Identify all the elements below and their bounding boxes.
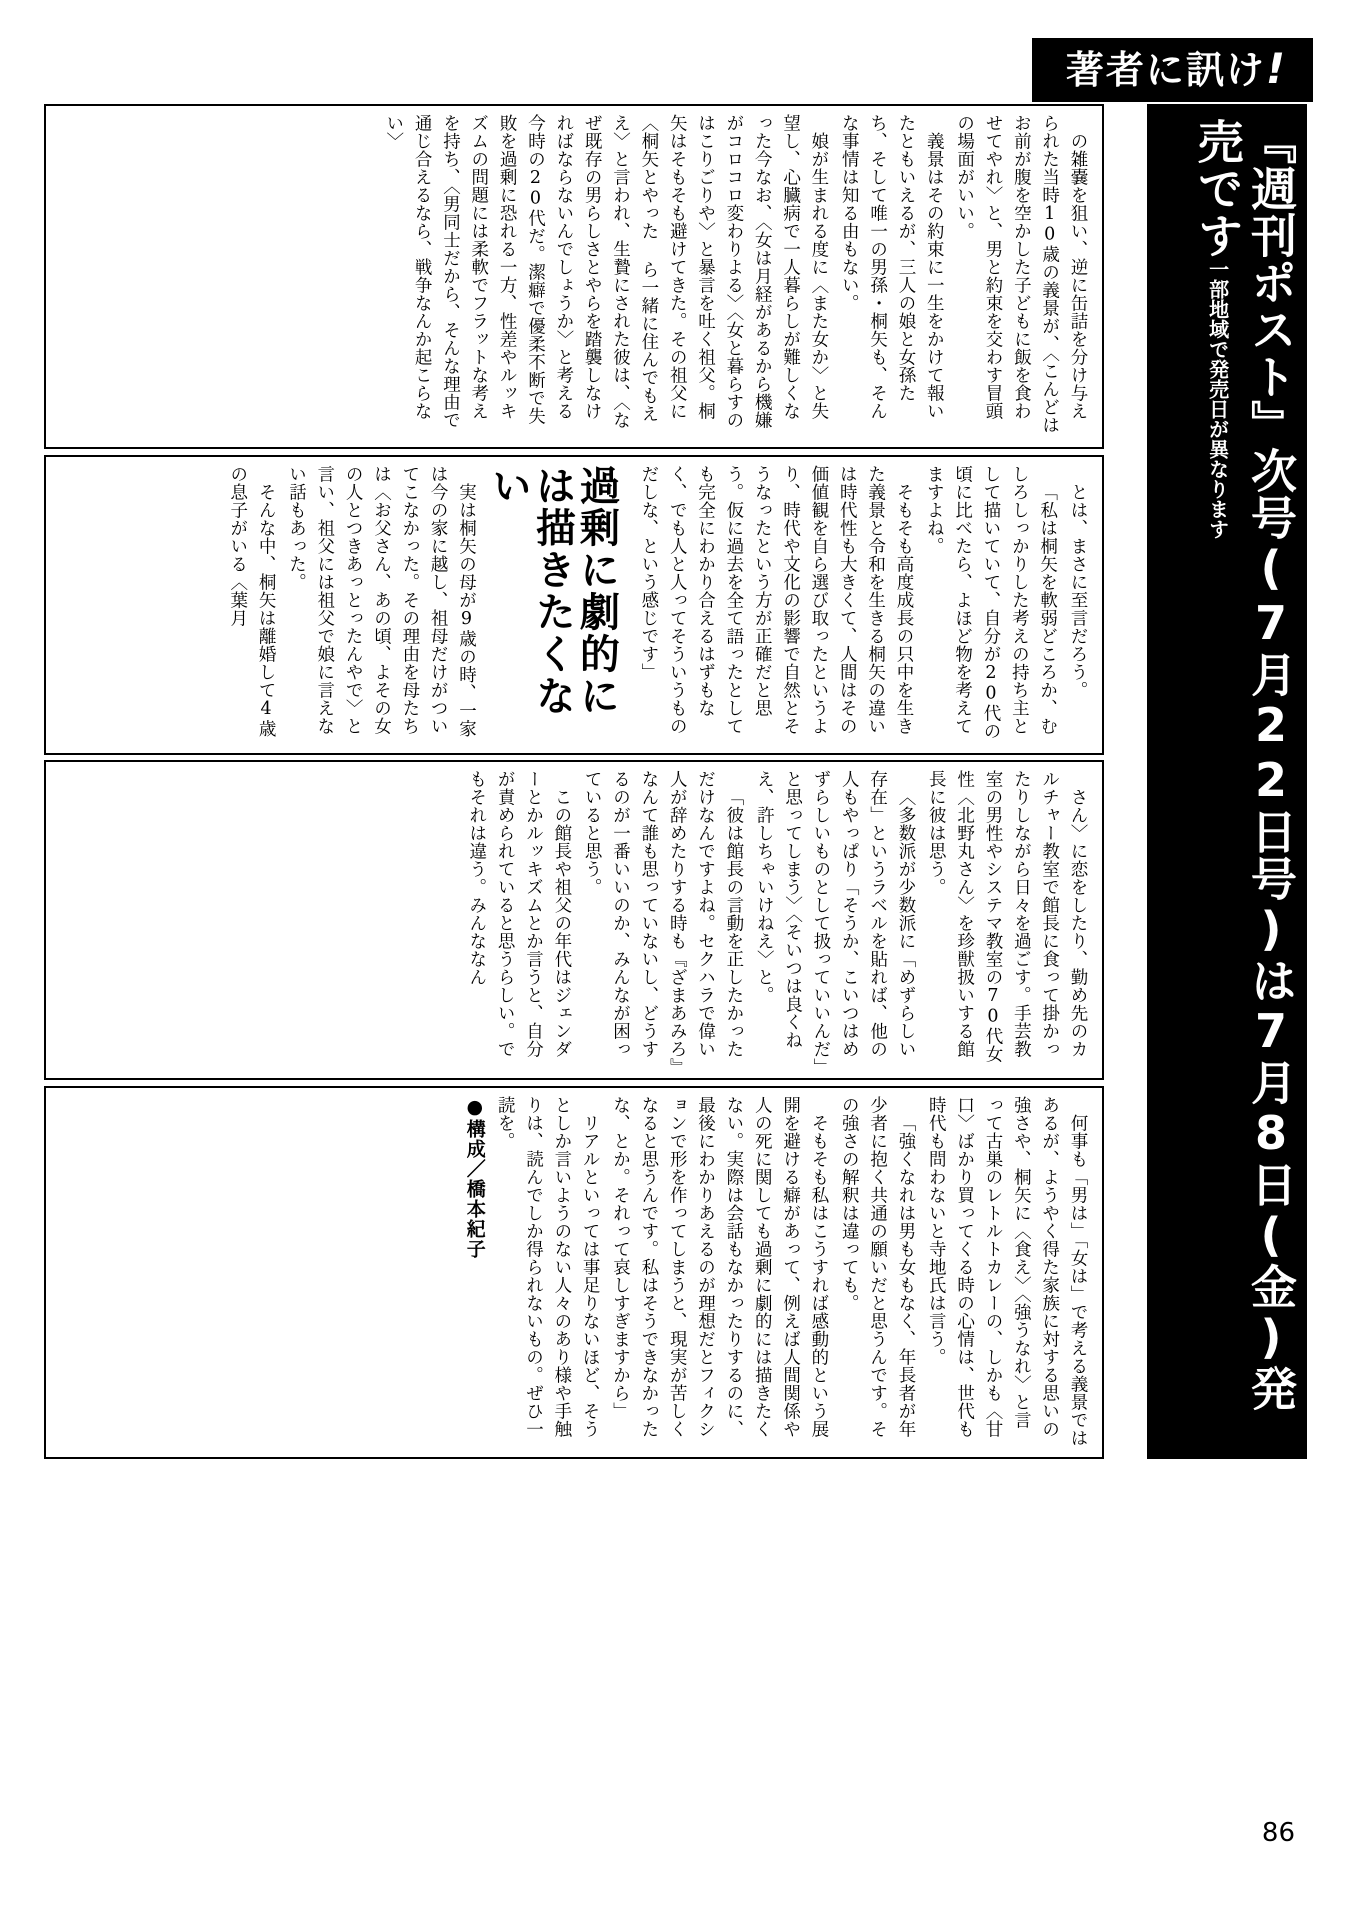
- article-paragraph: 義景はその約束に一生をかけて報いたともいえるが、三人の娘と女孫たち、そして唯一の男孫・桐矢も、そんな事情は知る由もない。: [839, 114, 945, 420]
- section-banner: [1032, 38, 1313, 102]
- article-paragraph: 「私は桐矢を軟弱どころか、むしろしっかりした考えの持ち主として描いていて、自分が20代の頃に比べたら、よほど物を考えてますよね。: [924, 465, 1058, 740]
- article-paragraph: 〈多数派が少数派に「めずらしい存在」というラベルを貼れば、他の人もやっぱり「そうか、こいつはめずらしいものとして扱っていいんだ」と思ってしまう〉〈そいつは良くねえ、許しちゃいけねえ〉と。: [754, 770, 916, 1068]
- article-paragraph: 娘が生まれる度に〈また女か〉と失望し、心臓病で一人暮らしが難しくなった今なお、〈女は月経があるから機嫌がコロコロ変わりよる〉〈女と暮らすのはこりごりや〉と暴言を吐く祖父。桐矢はそもそも避けてきた。その祖父に〈桐矢とやった ら一緒に住んでもええ〉と言われ、生贄にされた彼は、〈なぜ既存の男らしさとやらを踏襲しなければならないんでしょうか〉と考える今時の20代だ。潔癖で優柔不断で失敗を過剰に恐れる一方、性差やルッキズムの問題には柔軟でフラットな考えを持ち、〈男同士だから、そんな理由で通じ合えるなら、戦争なんか起こらない〉: [383, 114, 829, 430]
- article-paragraph: そんな中、桐矢は離婚して4歳の息子がいる〈葉月: [227, 465, 277, 737]
- article-paragraph: この館長や祖父の年代はジェンダーとかルッキズムとか言うと、自分が責められていると思うらしい。でもそれは違う。みんななん: [466, 770, 572, 1058]
- article-block-2: [44, 455, 1104, 755]
- article-paragraph: 何事も「男は」「女は」で考える義景ではあるが、ようやく得た家族に対する思いの強さや、桐矢に〈食え〉〈強うなれ〉と言って古巣のレトルトカレーの、しかも〈甘口〉ばかり買ってくる時の心情は、世代も時代も問わないと寺地氏は言う。: [926, 1096, 1088, 1447]
- article-block-3-columns: [56, 770, 1092, 1068]
- article-credit: ●構成／橋本紀子: [463, 1096, 486, 1259]
- article-paragraph: の雑嚢を狙い、逆に缶詰を分け与えられた当時10歳の義景が、〈こんどはお前が腹を空かした子どもに飯を食わせてやれ〉と、男と約束を交わす冒頭の場面がいい。: [954, 114, 1088, 435]
- article-paragraph: さん〉に恋をしたり、勤め先のカルチャー教室で館長に食って掛かったりしながら日々を過ごす。手芸教室の男性やシステマ教室の70代女性〈北野丸さん〉を珍獣扱いする館長に彼は思う。: [926, 770, 1088, 1063]
- article-paragraph: 「強くなれは男も女もなく、年長者が年少者に抱く共通の願いだと思うんです。その強さの解釈は違っても。: [839, 1096, 916, 1438]
- article-block-3: [44, 760, 1104, 1080]
- article-block-4-columns: [56, 1096, 1092, 1447]
- article-paragraph: そもそも高度成長の只中を生きた義景と令和を生きる桐矢の違いは時代性も大きくて、人間はその価値観を自ら選び取ったというより、時代や文化の影響で自然とそうなったという方が正確だと思う。仮に過去を全て語ったとしても完全にわかり合えるはずもなく、でも人と人ってそういうものだしな、という感じです」: [638, 465, 914, 735]
- next-issue-note: 一部地域で発売日が異なります: [1205, 259, 1230, 539]
- article-block-1: [44, 104, 1104, 449]
- article-paragraph: 実は桐矢の母が9歳の時、一家は今の家に越し、祖母だけがついてこなかった。その理由を母たちは〈お父さん、あの頃、よその女の人とつきあっとったんやで〉と言い、祖父には祖父で娘に言えない話もあった。: [286, 465, 477, 737]
- article-paragraph: 「彼は館長の言動を正したかっただけなんですよね。セクハラで偉い人が辞めたりする時も『ざまあみろ』なんて誰も思っていないし、どうするのが一番いいのか、みんなが困っていると思う。: [582, 770, 744, 1068]
- article-block-2-columns: [56, 465, 1092, 743]
- article-block-1-columns: [56, 114, 1092, 437]
- article-paragraph: とは、まさに至言だろう。: [1068, 482, 1088, 699]
- banner-label: 著者に訊け: [1065, 48, 1266, 92]
- article-block-4: [44, 1086, 1104, 1459]
- banner-exclamation: !: [1265, 44, 1287, 93]
- page-number: 86: [1261, 1818, 1295, 1848]
- article-paragraph: リアルといっては事足りないほど、そうとしか言いようのない人々のあり様や手触りは、読んでしか得られないもの。ぜひ一読を。: [495, 1096, 601, 1438]
- article-paragraph: そもそも私はこうすれば感動的という展開を避ける癖があって、例えば人間関係や人の死に関しても過剰に劇的には描きたくない。実際は会話もなかったりするのに、最後にわかりあえるのが理想だとフィクションで形を作ってしまうと、現実が苦しくなると思うんです。私はそうできなかったな、とか。それって哀しすぎますから」: [610, 1096, 829, 1438]
- article-inline-headline: 過剰に劇的には描きたくない: [485, 465, 620, 717]
- next-issue-headline: [1147, 104, 1307, 1459]
- next-issue-main-text: 『週刊ポスト』次号(7月22日号)は7月8日(金)発売です: [1190, 118, 1298, 1412]
